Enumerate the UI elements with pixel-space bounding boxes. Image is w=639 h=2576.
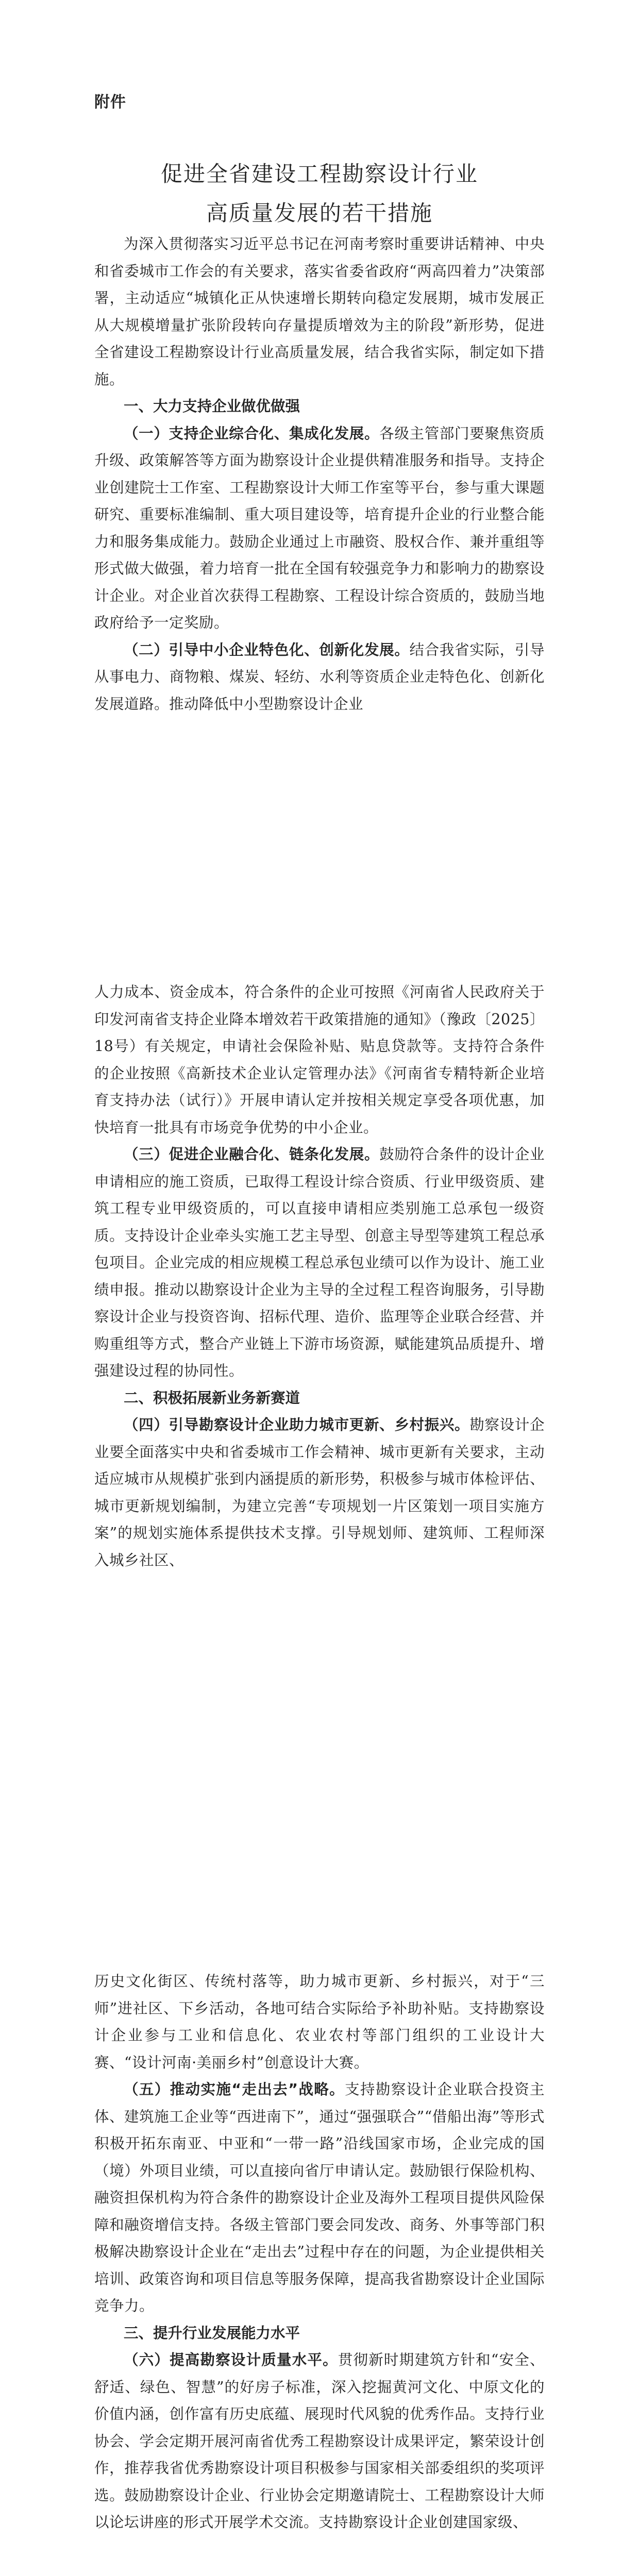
measure-text-2-part-1: 结合我省实际，引导从事电力、商物粮、煤炭、轻纺、水利等资质企业走特色化、创新化发展道路。推动降低中小型勘察设计企业 [94,641,545,713]
measure-paragraph-5 [94,2076,545,2320]
attachment-label: 附件 [94,93,126,111]
page-1-body [94,231,545,718]
measure-text-3: 鼓励符合条件的设计企业申请相应的施工资质，已取得工程设计综合资质、行业甲级资质、建筑工程专业甲级资质的，可以直接申请相应类别施工总承包一级资质。支持设计企业牵头实施工艺主导型、创意主导型等建筑工程总承包项目。企业完成的相应规模工程总承包业绩可以作为设计、施工业绩申报。推动以勘察设计企业为主导的全过程工程咨询服务，引导勘察设计企业与投资咨询、招标代理、造价、监理等企业联合经营、并购重组等方式，整合产业链上下游市场资源，赋能建筑品质提升、增强建设过程的协同性。 [94,1146,545,1379]
measure-title-3: （三）促进企业融合化、链条化发展。 [124,1146,380,1163]
measure-title-2: （二）引导中小企业特色化、创新化发展。 [124,641,410,658]
document-page-1 [0,0,639,979]
title-line-1: 促进全省建设工程勘察设计行业 [160,161,478,187]
title-line-2: 高质量发展的若干措施 [206,200,433,226]
measure-title-4: （四）引导勘察设计企业助力城市更新、乡村振兴。 [124,1416,470,1433]
measure-text-4-part-1: 勘察设计企业要全面落实中央和省委城市工作会精神、城市更新有关要求，主动适应城市从规模扩张到内涵提质的新形势，积极参与城市体检评估、城市更新规划编制，为建立完善“专项规划一片区策划一项目实施方案”的规划实施体系提供技术支撑。引导规划师、建筑师、工程师深入城乡社区、 [94,1416,545,1569]
measure-paragraph-1 [94,420,545,637]
document-page-3 [0,1968,639,2576]
section-heading-2: 二、积极拓展新业务新赛道 [124,1389,300,1406]
measure-paragraph-2-part-1 [94,637,545,718]
measure-paragraph-3 [94,1141,545,1385]
measure-paragraph-6 [94,2347,545,2536]
intro-paragraph: 为深入贯彻落实习近平总书记在河南考察时重要讲话精神、中央和省委城市工作会的有关要求，落实省委省政府“两高四着力”决策部署，主动适应“城镇化正从快速增长期转向稳定发展期，城市发展正从大规模增量扩张阶段转向存量提质增效为主的阶段”新形势，促进全省建设工程勘察设计行业高质量发展，结合我省实际，制定如下措施。 [94,235,545,388]
document-title [0,155,639,233]
measure-title-6: （六）提高勘察设计质量水平。 [124,2351,338,2368]
measure-text-5: 支持勘察设计企业联合投资主体、建筑施工企业等“西进南下”，通过“强强联合”“借船出海”等形式积极开拓东南亚、中亚和“一带一路”沿线国家市场，企业完成的国（境）外项目业绩，可以直接向省厅申请认定。鼓励银行保险机构、融资担保机构为符合条件的勘察设计企业及海外工程项目提供风险保障和融资增信支持。各级主管部门要会同发改、商务、外事等部门积极解决勘察设计企业在“走出去”过程中存在的问题，为企业提供相关培训、政策咨询和项目信息等服务保障，提高我省勘察设计企业国际竞争力。 [94,2081,545,2314]
document-page-2 [0,979,639,1968]
section-heading-1: 一、大力支持企业做优做强 [124,398,300,415]
measure-title-1: （一）支持企业综合化、集成化发展。 [124,425,380,442]
measure-text-1: 各级主管部门要聚焦资质升级、政策解答等方面为勘察设计企业提供精准服务和指导。支持企业创建院士工作室、工程勘察设计大师工作室等平台，参与重大课题研究、重要标准编制、重大项目建设等，培育提升企业的行业整合能力和服务集成能力。鼓励企业通过上市融资、股权合作、兼并重组等形式做大做强，着力培育一批在全国有较强竞争力和影响力的勘察设计企业。对企业首次获得工程勘察、工程设计综合资质的，鼓励当地政府给予一定奖励。 [94,425,545,631]
measure-paragraph-4-part-2: 历史文化街区、传统村落等，助力城市更新、乡村振兴，对于“三师”进社区、下乡活动，各地可结合实际给予补助补贴。支持勘察设计企业参与工业和信息化、农业农村等部门组织的工业设计大赛、“设计河南·美丽乡村”创意设计大赛。 [94,1973,545,2071]
measure-paragraph-4-part-1 [94,1412,545,1574]
page-2-body [94,979,545,1574]
section-heading-3: 三、提升行业发展能力水平 [124,2324,300,2342]
measure-title-5: （五）推动实施“走出去”战略。 [124,2081,345,2098]
measure-text-6: 贯彻新时期建筑方针和“安全、舒适、绿色、智慧”的好房子标准，深入挖掘黄河文化、中原文化的价值内涵，创作富有历史底蕴、展现时代风貌的优秀作品。支持行业协会、学会定期开展河南省优秀工程勘察设计成果评定，繁荣设计创作，推荐我省优秀勘察设计项目积极参与国家相关部委组织的奖项评选。鼓励勘察设计企业、行业协会定期邀请院士、工程勘察设计大师以论坛讲座的形式开展学术交流。支持勘察设计企业创建国家级、 [94,2351,545,2531]
page-3-body [94,1968,545,2536]
measure-paragraph-2-part-2: 人力成本、资金成本，符合条件的企业可按照《河南省人民政府关于印发河南省支持企业降本增效若干政策措施的通知》（豫政〔2025〕18号）有关规定，申请社会保险补贴、贴息贷款等。支持符合条件的企业按照《高新技术企业认定管理办法》《河南省专精特新企业培育支持办法（试行）》开展申请认定并按相关规定享受各项优惠，加快培育一批具有市场竞争优势的中小企业。 [94,984,545,1136]
